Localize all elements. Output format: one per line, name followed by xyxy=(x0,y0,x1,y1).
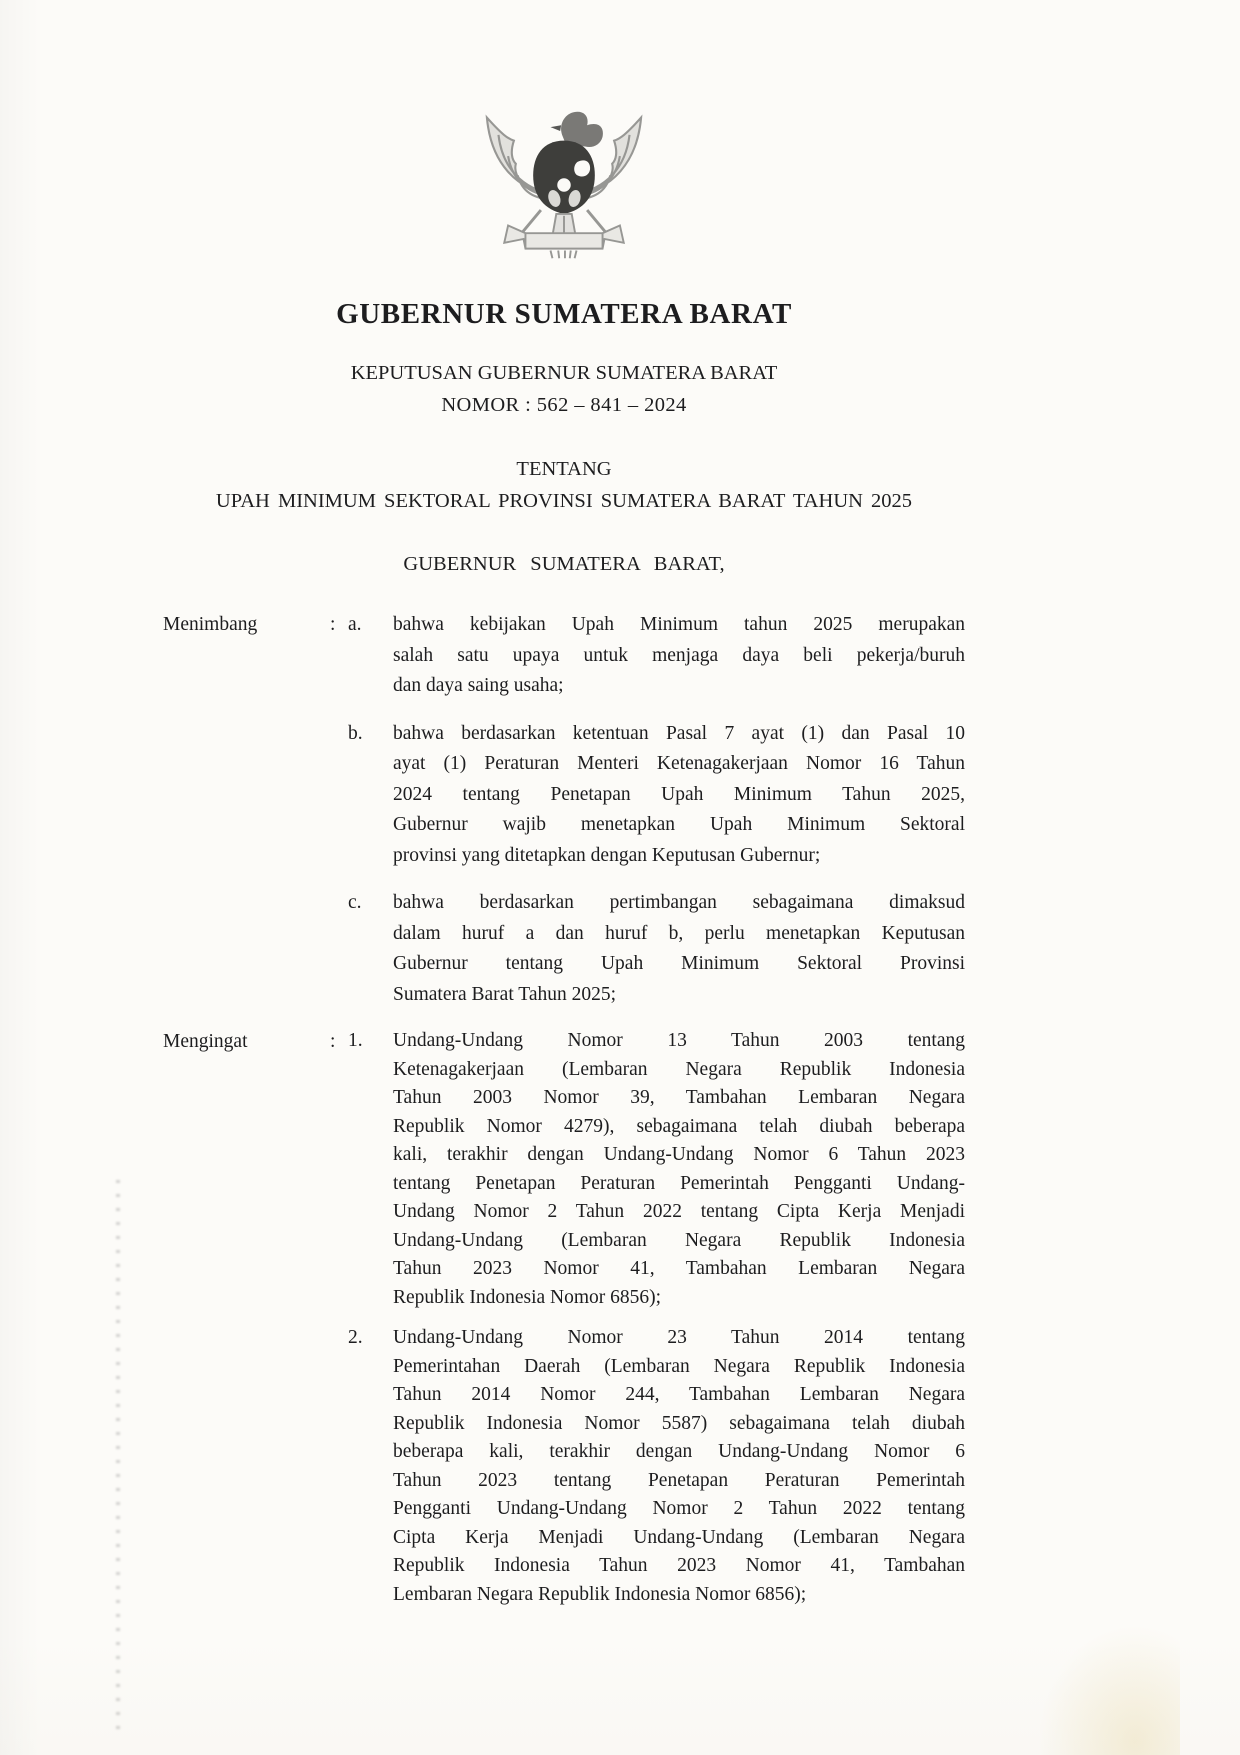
mengingat-section xyxy=(163,1027,965,1609)
menimbang-item-b xyxy=(163,719,965,872)
text-line: Republik Indonesia Nomor 5587) sebagaimana telah diubah xyxy=(393,1412,965,1434)
text-line: Tahun 2003 Nomor 39, Tambahan Lembaran Negara xyxy=(393,1087,965,1108)
page-title: GUBERNUR SUMATERA BARAT xyxy=(336,298,792,330)
menimbang-section xyxy=(163,610,965,1010)
colon-separator: : xyxy=(330,614,336,635)
item-text xyxy=(393,610,965,702)
text-line: Tahun 2023 tentang Penetapan Peraturan Pemerintah xyxy=(393,1469,965,1491)
text-line: kali, terakhir dengan Undang-Undang Nomor 6 Tahun 2023 xyxy=(393,1144,965,1165)
text-line: tentang Penetapan Peraturan Pemerintah Pengganti Undang- xyxy=(393,1172,965,1194)
scan-artifact-dots xyxy=(116,1180,120,1740)
decree-number-line: NOMOR : 562 – 841 – 2024 xyxy=(441,394,687,416)
text-line: Undang Nomor 2 Tahun 2022 tentang Cipta Kerja Menjadi xyxy=(393,1201,965,1222)
text-line: Gubernur tentang Upah Minimum Sektoral Provinsi xyxy=(393,953,965,974)
text-line: provinsi yang ditetapkan dengan Keputusan Gubernur; xyxy=(393,844,821,866)
item-marker: 1. xyxy=(348,1030,363,1051)
document-content xyxy=(163,0,965,1621)
text-line: Pengganti Undang-Undang Nomor 2 Tahun 2022 tentang xyxy=(393,1498,965,1519)
text-line: Republik Nomor 4279), sebagaimana telah diubah beberapa xyxy=(393,1115,965,1137)
menimbang-label: Menimbang xyxy=(163,614,258,635)
item-text xyxy=(393,1324,965,1609)
text-line: bahwa kebijakan Upah Minimum tahun 2025 merupakan xyxy=(393,614,965,635)
colon-separator: : xyxy=(330,1031,336,1052)
scan-artifact-smudge xyxy=(1030,1615,1180,1755)
text-line: Tahun 2023 Nomor 41, Tambahan Lembaran Negara xyxy=(393,1258,965,1279)
text-line: dan daya saing usaha; xyxy=(393,675,564,696)
text-line: Cipta Kerja Menjadi Undang-Undang (Lembaran Negara xyxy=(393,1526,965,1548)
text-line: salah satu upaya untuk menjaga daya beli pekerja/buruh xyxy=(393,644,965,666)
item-text xyxy=(393,1027,965,1312)
mengingat-item-2 xyxy=(163,1324,965,1609)
item-marker: a. xyxy=(348,614,362,635)
text-line: Pemerintahan Daerah (Lembaran Negara Republik Indonesia xyxy=(393,1355,965,1377)
decree-name-line: KEPUTUSAN GUBERNUR SUMATERA BARAT xyxy=(350,362,778,384)
text-line: Undang-Undang Nomor 23 Tahun 2014 tentang xyxy=(393,1327,965,1348)
text-line: Ketenagakerjaan (Lembaran Negara Republik Indonesia xyxy=(393,1058,965,1080)
text-line: Gubernur wajib menetapkan Upah Minimum Sektoral xyxy=(393,814,965,835)
menimbang-item-c xyxy=(163,888,965,1010)
item-text xyxy=(393,888,965,1010)
item-text xyxy=(393,719,965,872)
mengingat-label: Mengingat xyxy=(163,1031,248,1052)
text-line: ayat (1) Peraturan Menteri Ketenagakerjaan Nomor 16 Tahun xyxy=(393,753,965,774)
item-marker: c. xyxy=(348,892,362,913)
text-line: Sumatera Barat Tahun 2025; xyxy=(393,983,617,1005)
text-line: bahwa berdasarkan pertimbangan sebagaimana dimaksud xyxy=(393,892,965,913)
text-line: Undang-Undang Nomor 13 Tahun 2003 tentang xyxy=(393,1030,965,1051)
item-marker: 2. xyxy=(348,1327,363,1348)
text-line: 2024 tentang Penetapan Upah Minimum Tahun 2025, xyxy=(393,783,965,805)
garuda-pancasila-emblem-icon xyxy=(458,102,670,268)
text-line: bahwa berdasarkan ketentuan Pasal 7 ayat (1) dan Pasal 10 xyxy=(393,722,965,744)
item-marker: b. xyxy=(348,722,363,744)
decree-subject: UPAH MINIMUM SEKTORAL PROVINSI SUMATERA BARAT TAHUN 2025 xyxy=(215,490,913,512)
menimbang-item-a xyxy=(163,610,965,702)
text-line: dalam huruf a dan huruf b, perlu menetapkan Keputusan xyxy=(393,922,965,944)
text-line: Republik Indonesia Nomor 6856); xyxy=(393,1286,662,1308)
mengingat-item-1 xyxy=(163,1027,965,1312)
text-line: Undang-Undang (Lembaran Negara Republik Indonesia xyxy=(393,1229,965,1251)
salutation-line: GUBERNUR SUMATERA BARAT, xyxy=(403,553,725,575)
text-line: beberapa kali, terakhir dengan Undang-Undang Nomor 6 xyxy=(393,1441,965,1462)
text-line: Republik Indonesia Tahun 2023 Nomor 41, Tambahan xyxy=(393,1555,965,1576)
tentang-label: TENTANG xyxy=(516,458,612,480)
text-line: Lembaran Negara Republik Indonesia Nomor 6856); xyxy=(393,1583,807,1605)
text-line: Tahun 2014 Nomor 244, Tambahan Lembaran Negara xyxy=(393,1384,965,1405)
